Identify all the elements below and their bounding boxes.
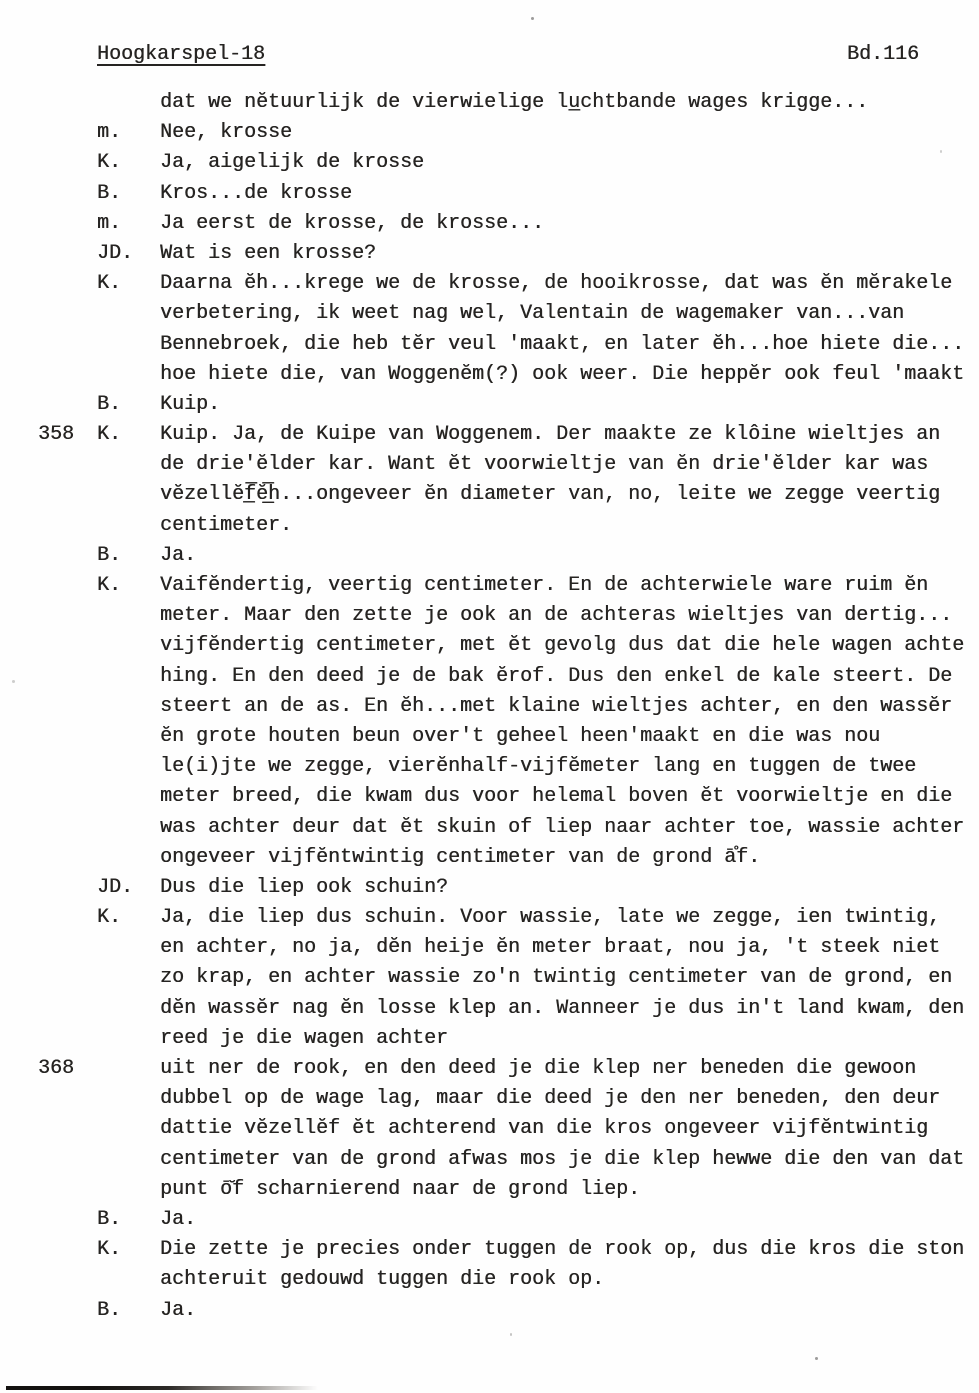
margin-number	[38, 843, 97, 873]
margin-number	[38, 631, 97, 661]
margin-number	[38, 601, 97, 631]
scan-speck	[940, 150, 942, 153]
line-text: Daarna ĕh...krege we de krosse, de hooikrosse, dat was ĕn mĕrakele	[160, 272, 953, 296]
speaker-label	[97, 722, 160, 752]
speaker-label: K.	[97, 272, 122, 296]
line-text: centimeter van de grond afwas mos je die klep hewwe die den van dat	[160, 1147, 965, 1171]
transcript-line	[0, 601, 979, 631]
transcript-line	[0, 1145, 979, 1175]
margin-number	[38, 1145, 97, 1175]
transcript-line	[0, 88, 979, 118]
transcript-line	[0, 299, 979, 329]
transcript-line	[0, 571, 979, 601]
transcript-line	[0, 692, 979, 722]
line-text: Ja, die liep dus schuin. Voor wassie, late we zegge, ien twintig,	[160, 906, 941, 930]
volume-label: Bd.116	[846, 43, 919, 66]
transcript-line	[0, 330, 979, 360]
line-text: meter breed, die kwam dus voor helemal boven ĕt voorwieltje en die	[160, 785, 953, 809]
transcript-line	[0, 179, 979, 209]
transcript-line	[0, 963, 979, 993]
line-text: Bennebroek, die heb tĕr veul 'maakt, en later ĕh...hoe hiete die...	[160, 332, 965, 356]
margin-number	[38, 390, 97, 420]
margin-number	[38, 813, 97, 843]
speaker-label: m.	[97, 211, 122, 235]
speaker-label	[97, 692, 160, 722]
line-text: vĕzellĕf̲̅ĕ̲̅h...ongeveer ĕn diameter van, no, leite we zegge veertig	[160, 483, 941, 507]
transcript-line	[0, 1235, 979, 1265]
transcript-line	[0, 209, 979, 239]
margin-number	[38, 239, 97, 269]
transcript-line	[0, 1024, 979, 1054]
speaker-label	[97, 843, 160, 873]
margin-number	[38, 480, 97, 510]
scan-speck	[815, 1357, 818, 1360]
transcript-line	[0, 1265, 979, 1295]
margin-number	[38, 450, 97, 480]
margin-number	[38, 963, 97, 993]
line-text: hoe hiete die, van Woggenĕm(?) ook weer. Die heppĕr ook feul 'maakt	[160, 362, 965, 386]
transcript-line	[0, 1296, 979, 1326]
speaker-label	[97, 752, 160, 782]
line-text: verbetering, ik weet nag wel, Valentain de wagemaker van...van	[160, 302, 905, 326]
speaker-label: B.	[97, 1207, 122, 1231]
line-text: Ja.	[160, 1207, 197, 1231]
page-title: Hoogkarspel-18	[97, 43, 266, 66]
line-text: Kros...de krosse	[160, 181, 353, 205]
speaker-label	[97, 360, 160, 390]
margin-number	[38, 994, 97, 1024]
margin-number	[38, 209, 97, 239]
scan-speck	[510, 1333, 512, 1336]
margin-number	[38, 752, 97, 782]
speaker-label: JD.	[97, 875, 134, 899]
margin-number	[38, 299, 97, 329]
margin-number	[38, 933, 97, 963]
speaker-label	[97, 813, 160, 843]
transcript-line	[0, 813, 979, 843]
margin-number	[38, 179, 97, 209]
line-text: punt ō̆f scharnierend naar de grond liep.	[160, 1177, 641, 1201]
margin-number	[38, 1024, 97, 1054]
line-text: vijfĕndertig centimeter, met ĕt gevolg dus dat die hele wagen achte	[160, 634, 965, 658]
line-text: Die zette je precies onder tuggen de rook op, dus die kros die ston	[160, 1238, 965, 1262]
margin-number	[38, 1235, 97, 1265]
speaker-label	[97, 1114, 160, 1144]
margin-number	[38, 511, 97, 541]
page-header	[0, 0, 979, 68]
line-text: Ja eerst de krosse, de krosse...	[160, 211, 545, 235]
transcript-line	[0, 480, 979, 510]
line-text: de drie'ĕlder kar. Want ĕt voorwieltje van ĕn drie'ĕlder kar was	[160, 453, 929, 477]
margin-number	[38, 722, 97, 752]
line-text: achteruit gedouwd tuggen die rook op.	[160, 1268, 605, 1292]
speaker-label	[97, 299, 160, 329]
margin-number	[38, 662, 97, 692]
transcript-line	[0, 541, 979, 571]
transcript-line	[0, 148, 979, 178]
speaker-label	[97, 1175, 160, 1205]
line-text: uit ner de rook, en den deed je die klep ner beneden die gewoon	[160, 1057, 917, 1080]
margin-number	[38, 148, 97, 178]
line-text: meter. Maar den zette je ook an de achteras wieltjes van dertig...	[160, 604, 953, 628]
speaker-label	[97, 1054, 160, 1084]
transcript-line	[0, 782, 979, 812]
transcript-line	[0, 933, 979, 963]
transcript-line	[0, 239, 979, 269]
margin-number	[38, 1175, 97, 1205]
line-text: Wat is een krosse?	[160, 241, 377, 265]
transcript-line	[0, 390, 979, 420]
speaker-label: B.	[97, 1298, 122, 1322]
speaker-label	[97, 88, 160, 118]
speaker-label	[97, 963, 160, 993]
line-text: Vaifĕndertig, veertig centimeter. En de achterwiele ware ruim ĕn	[160, 574, 929, 597]
margin-number	[38, 541, 97, 571]
margin-number	[38, 330, 97, 360]
speaker-label: B.	[97, 392, 122, 416]
speaker-label	[97, 601, 160, 631]
speaker-label	[97, 662, 160, 692]
margin-number	[38, 1265, 97, 1295]
transcript-line	[0, 662, 979, 692]
margin-number: 358	[38, 423, 75, 447]
margin-number	[38, 269, 97, 299]
margin-number	[38, 360, 97, 390]
line-text: Ja.	[160, 543, 197, 567]
line-text: ongeveer vijfĕntwintig centimeter van de grond ā̊f.	[160, 845, 761, 869]
scan-speck	[531, 17, 534, 20]
margin-number	[38, 782, 97, 812]
line-text: reed je die wagen achter	[160, 1026, 449, 1050]
line-text: Nee, krosse	[160, 121, 293, 145]
line-text: Dus die liep ook schuin?	[160, 875, 449, 899]
speaker-label	[97, 511, 160, 541]
bottom-rule	[6, 1386, 318, 1390]
transcript-line	[0, 450, 979, 480]
speaker-label	[97, 1024, 160, 1054]
line-text: le(i)jte we zegge, vierĕnhalf-vijfĕmeter lang en tuggen de twee	[160, 755, 917, 779]
transcript-line	[0, 118, 979, 148]
speaker-label	[97, 933, 160, 963]
line-text: steert an de as. En ĕh...met klaine wieltjes achter, en den wassĕr	[160, 694, 953, 718]
transcript-line	[0, 420, 979, 450]
speaker-label	[97, 1084, 160, 1114]
transcript-line	[0, 360, 979, 390]
scan-speck	[12, 680, 15, 683]
transcript-line	[0, 1175, 979, 1205]
speaker-label	[97, 782, 160, 812]
line-text: dĕn wassĕr nag ĕn losse klep an. Wanneer je dus in't land kwam, den	[160, 996, 965, 1020]
transcript-line	[0, 631, 979, 661]
margin-number	[38, 873, 97, 903]
speaker-label: K.	[97, 1238, 122, 1262]
speaker-label: B.	[97, 181, 122, 205]
speaker-label	[97, 450, 160, 480]
transcript-line	[0, 722, 979, 752]
transcript-line	[0, 1084, 979, 1114]
speaker-label: B.	[97, 543, 122, 567]
speaker-label: K.	[97, 151, 122, 175]
line-text: Kuip.	[160, 392, 221, 416]
speaker-label: m.	[97, 121, 122, 145]
margin-number	[38, 1296, 97, 1326]
margin-number	[38, 88, 97, 118]
speaker-label: K.	[97, 906, 122, 930]
margin-number	[38, 1114, 97, 1144]
line-text: centimeter.	[160, 513, 293, 537]
speaker-label	[97, 631, 160, 661]
line-text: Ja.	[160, 1298, 197, 1322]
speaker-label: K.	[97, 423, 122, 447]
margin-number	[38, 692, 97, 722]
speaker-label	[97, 480, 160, 510]
transcript-line	[0, 994, 979, 1024]
line-text: Kuip. Ja, de Kuipe van Woggenem. Der maakte ze klôine wieltjes an	[160, 423, 941, 447]
line-text: was achter deur dat ĕt skuin of liep naar achter toe, wassie achter	[160, 815, 965, 839]
transcript-line	[0, 1205, 979, 1235]
transcript-line	[0, 269, 979, 299]
transcript-line	[0, 1114, 979, 1144]
speaker-label: K.	[97, 574, 122, 597]
line-text: Ja, aigelijk de krosse	[160, 151, 425, 175]
line-text: en achter, no ja, dĕn heije ĕn meter braat, nou ja, 't steek niet	[160, 936, 941, 960]
margin-number: 368	[38, 1057, 75, 1080]
transcript-line	[0, 511, 979, 541]
transcript-line	[0, 843, 979, 873]
speaker-label	[97, 994, 160, 1024]
line-text: zo krap, en achter wassie zo'n twintig centimeter van de grond, en	[160, 966, 953, 990]
speaker-label	[97, 330, 160, 360]
line-text: dat we nĕtuurlijk de vierwielige lu̲chtbande wages krigge...	[160, 91, 869, 114]
transcript-line	[0, 873, 979, 903]
line-text: hing. En den deed je de bak ĕrof. Dus den enkel de kale steert. De	[160, 664, 953, 688]
margin-number	[38, 571, 97, 601]
margin-number	[38, 1205, 97, 1235]
line-text: dubbel op de wage lag, maar die deed je den ner beneden, den deur	[160, 1087, 941, 1111]
transcript-line	[0, 1054, 979, 1084]
margin-number	[38, 1084, 97, 1114]
speaker-label	[97, 1265, 160, 1295]
transcript	[0, 88, 979, 1326]
speaker-label: JD.	[97, 241, 134, 265]
transcript-line	[0, 752, 979, 782]
line-text: ĕn grote houten beun over't geheel heen'maakt en die was nou	[160, 724, 881, 748]
line-text: dattie vĕzellĕf ĕt achterend van die kros ongeveer vijfĕntwintig	[160, 1117, 929, 1141]
margin-number	[38, 118, 97, 148]
speaker-label	[97, 1145, 160, 1175]
transcript-line	[0, 903, 979, 933]
margin-number	[38, 903, 97, 933]
